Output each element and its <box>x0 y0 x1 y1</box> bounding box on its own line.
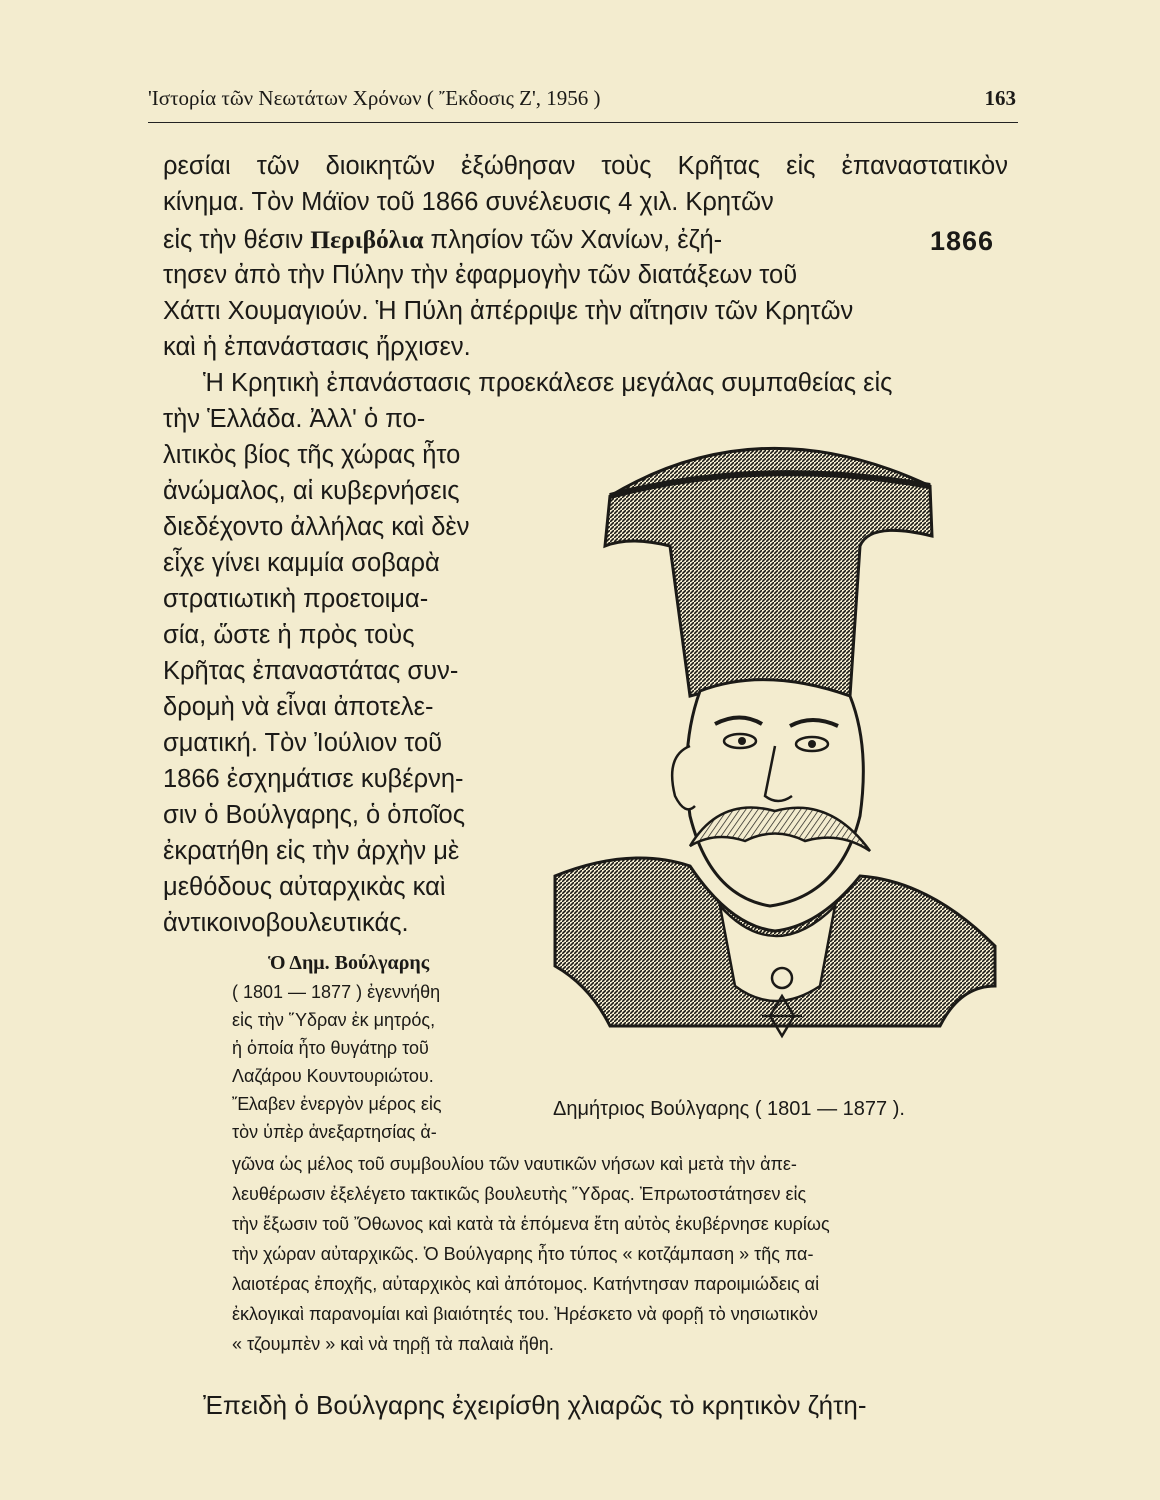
text-line: Κρῆτας ἐπαναστάτας συν- <box>163 657 459 685</box>
portrait-caption: Δημήτριος Βούλγαρης ( 1801 — 1877 ). <box>553 1098 905 1120</box>
text-line: Χάττι Χουμαγιούν. Ἡ Πύλη ἀπέρριψε τὴν αἴτησιν τῶν Κρητῶν <box>163 297 854 325</box>
note-line: τὸν ὑπὲρ ἀνεξαρτησίας ἀ- <box>232 1122 437 1142</box>
note-line: ἡ ὁποία ἦτο θυγάτηρ τοῦ <box>232 1038 429 1058</box>
text-line: 1866 ἐσχημάτισε κυβέρνη- <box>163 765 464 793</box>
text-line: καὶ ἡ ἐπανάστασις ἤρχισεν. <box>163 333 471 361</box>
note-line: Ἔλαβεν ἐνεργὸν μέρος εἰς <box>232 1094 442 1114</box>
note-line: « τζουμπὲν » καὶ νὰ τηρῇ τὰ παλαιὰ ἤθη. <box>232 1334 554 1354</box>
text-line: λιτικὸς βίος τῆς χώρας ἦτο <box>163 441 461 469</box>
running-header <box>148 86 1016 124</box>
portrait-illustration <box>550 426 1000 1066</box>
text-line: εἶχε γίνει καμμία σοβαρὰ <box>163 549 440 577</box>
text-line: ἀντικοινοβουλευτικάς. <box>163 909 409 937</box>
text-line: σία, ὥστε ἡ πρὸς τοὺς <box>163 621 415 649</box>
note-line: εἰς τὴν Ὕδραν ἐκ μητρός, <box>232 1010 436 1030</box>
note-heading: Ὁ Δημ. Βούλγαρης <box>268 952 430 974</box>
text-line: κίνημα. Τὸν Μάϊον τοῦ 1866 συνέλευσις 4 χιλ. Κρητῶν <box>163 188 774 216</box>
text-segment: πλησίον τῶν Χανίων, ἐζή- <box>430 226 723 254</box>
bold-place-name: Περιβόλια <box>310 225 424 254</box>
text-line: στρατιωτικὴ προετοιμα- <box>163 585 429 613</box>
note-line: Λαζάρου Κουντουριώτου. <box>232 1066 434 1086</box>
note-line: γῶνα ὡς μέλος τοῦ συμβουλίου τῶν ναυτικῶν νήσων καὶ μετὰ τὴν ἀπε- <box>232 1154 797 1174</box>
margin-year: 1866 <box>930 226 995 256</box>
text-line: ρεσίαι τῶν διοικητῶν ἐξώθησαν τοὺς Κρῆτας εἰς ἐπαναστατικὸν <box>163 152 1008 180</box>
note-line: λαιοτέρας ἐποχῆς, αὐταρχικὸς καὶ ἀπότομος. Κατήντησαν παροιμιώδεις αἱ <box>232 1274 820 1294</box>
note-line: ( 1801 — 1877 ) ἐγεννήθη <box>232 982 441 1002</box>
text-line: μεθόδους αὐταρχικὰς καὶ <box>163 873 446 901</box>
page-number: 163 <box>984 86 1016 110</box>
text-line: ἐκρατήθη εἰς τὴν ἀρχὴν μὲ <box>163 837 460 865</box>
text-line: ἀνώμαλος, αἱ κυβερνήσεις <box>163 477 460 505</box>
text-line: Ἡ Κρητικὴ ἐπανάστασις προεκάλεσε μεγάλας συμπαθείας εἰς <box>203 369 893 397</box>
text-segment: εἰς τὴν θέσιν <box>163 226 304 254</box>
note-line: τὴν ἔξωσιν τοῦ Ὄθωνος καὶ κατὰ τὰ ἑπόμενα ἔτη αὐτὸς ἐκυβέρνησε κυρίως <box>232 1214 830 1234</box>
text-line <box>163 225 908 255</box>
header-title: 'Ιστορία τῶν Νεωτάτων Χρόνων ( Ἔκδοσις Ζ', 1956 ) <box>148 86 601 110</box>
text-line: σματική. Τὸν Ἰούλιον τοῦ <box>163 729 443 757</box>
text-line: σιν ὁ Βούλγαρης, ὁ ὁποῖος <box>163 801 466 829</box>
note-line: τὴν χώραν αὐταρχικῶς. Ὁ Βούλγαρης ἦτο τύπος « κοτζάμπαση » τῆς πα- <box>232 1244 814 1264</box>
text-line: διεδέχοντο ἀλλήλας καὶ δὲν <box>163 513 470 541</box>
text-line: δρομὴ νὰ εἶναι ἀποτελε- <box>163 693 434 721</box>
text-line: τησεν ἀπὸ τὴν Πύλην τὴν ἐφαρμογὴν τῶν διατάξεων τοῦ <box>163 261 798 289</box>
note-line: λευθέρωσιν ἐξελέγετο τακτικῶς βουλευτὴς Ὕδρας. Ἐπρωτοστάτησεν εἰς <box>232 1184 807 1204</box>
header-rule <box>148 122 1018 123</box>
note-line: ἐκλογικαὶ παρανομίαι καὶ βιαιότητές του. Ἠρέσκετο νὰ φορῇ τὸ νησιωτικὸν <box>232 1304 818 1324</box>
text-line: Ἐπειδὴ ὁ Βούλγαρης ἐχειρίσθη χλιαρῶς τὸ κρητικὸν ζήτη- <box>203 1390 867 1420</box>
text-line: τὴν Ἑλλάδα. Ἀλλ' ὁ πο- <box>163 405 426 433</box>
